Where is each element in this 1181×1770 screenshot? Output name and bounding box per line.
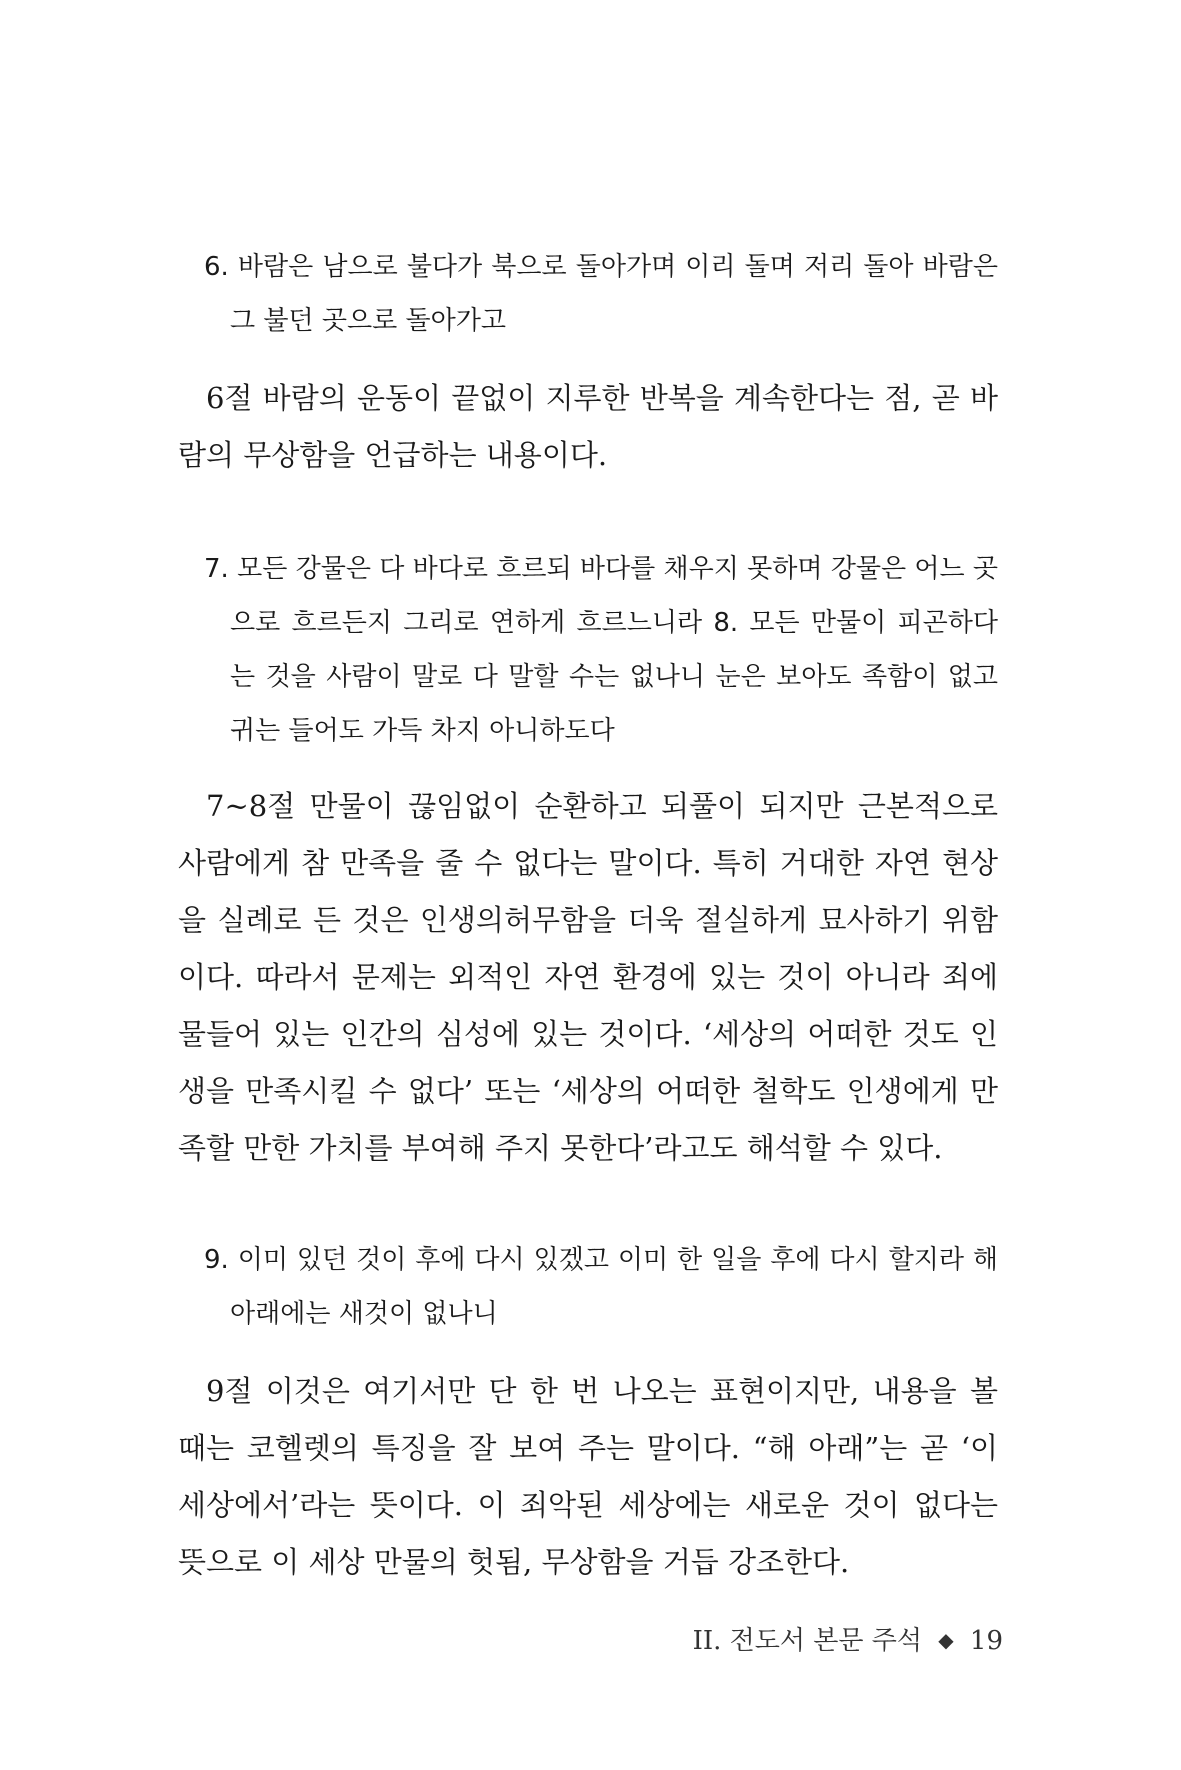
footer-chapter-title: II. 전도서 본문 주석: [692, 1626, 922, 1656]
commentary-paragraph-7-8: 7~8절 만물이 끊임없이 순환하고 되풀이 되지만 근본적으로 사람에게 참 만족을 줄 수 없다는 말이다. 특히 거대한 자연 현상을 실례로 든 것은 인생의허무함을 더욱 절실하게 묘사하기 위함이다. 따라서 문제는 외적인 자연 환경에 있는 것이 아니라 죄에 물들어 있는 인간의 심성에 있는 것이다. ‘세상의 어떠한 것도 인생을 만족시킬 수 없다’ 또는 ‘세상의 어떠한 철학도 인생에게 만족할 만한 가치를 부여해 주지 못한다’라고도 해석할 수 있다.: [178, 789, 998, 1165]
running-footer: [693, 1620, 1003, 1657]
commentary-paragraph-6: 6절 바람의 운동이 끝없이 지루한 반복을 계속한다는 점, 곧 바람의 무상함을 언급하는 내용이다.: [178, 381, 998, 472]
commentary-paragraph-9: 9절 이것은 여기서만 단 한 번 나오는 표현이지만, 내용을 볼 때는 코헬렛의 특징을 잘 보여 주는 말이다. “해 아래”는 곧 ‘이 세상에서’라는 뜻이다. 이 죄악된 세상에는 새로운 것이 없다는 뜻으로 이 세상 만물의 헛됨, 무상함을 거듭 강조한다.: [178, 1374, 998, 1579]
verse-block-6: 6. 바람은 남으로 불다가 북으로 돌아가며 이리 돌며 저리 돌아 바람은 그 불던 곳으로 돌아가고: [204, 252, 998, 336]
verse-block-7-8: 7. 모든 강물은 다 바다로 흐르되 바다를 채우지 못하며 강물은 어느 곳으로 흐르든지 그리로 연하게 흐르느니라 8. 모든 만물이 피곤하다는 것을 사람이 말로 다 말할 수는 없나니 눈은 보아도 족함이 없고 귀는 들어도 가득 차지 아니하도다: [204, 554, 998, 746]
diamond-separator-icon: ◆: [938, 1628, 954, 1652]
page-body: [178, 240, 998, 1591]
page-number: 19: [969, 1626, 1003, 1656]
verse-block-9: 9. 이미 있던 것이 후에 다시 있겠고 이미 한 일을 후에 다시 할지라 해 아래에는 새것이 없나니: [204, 1245, 998, 1329]
